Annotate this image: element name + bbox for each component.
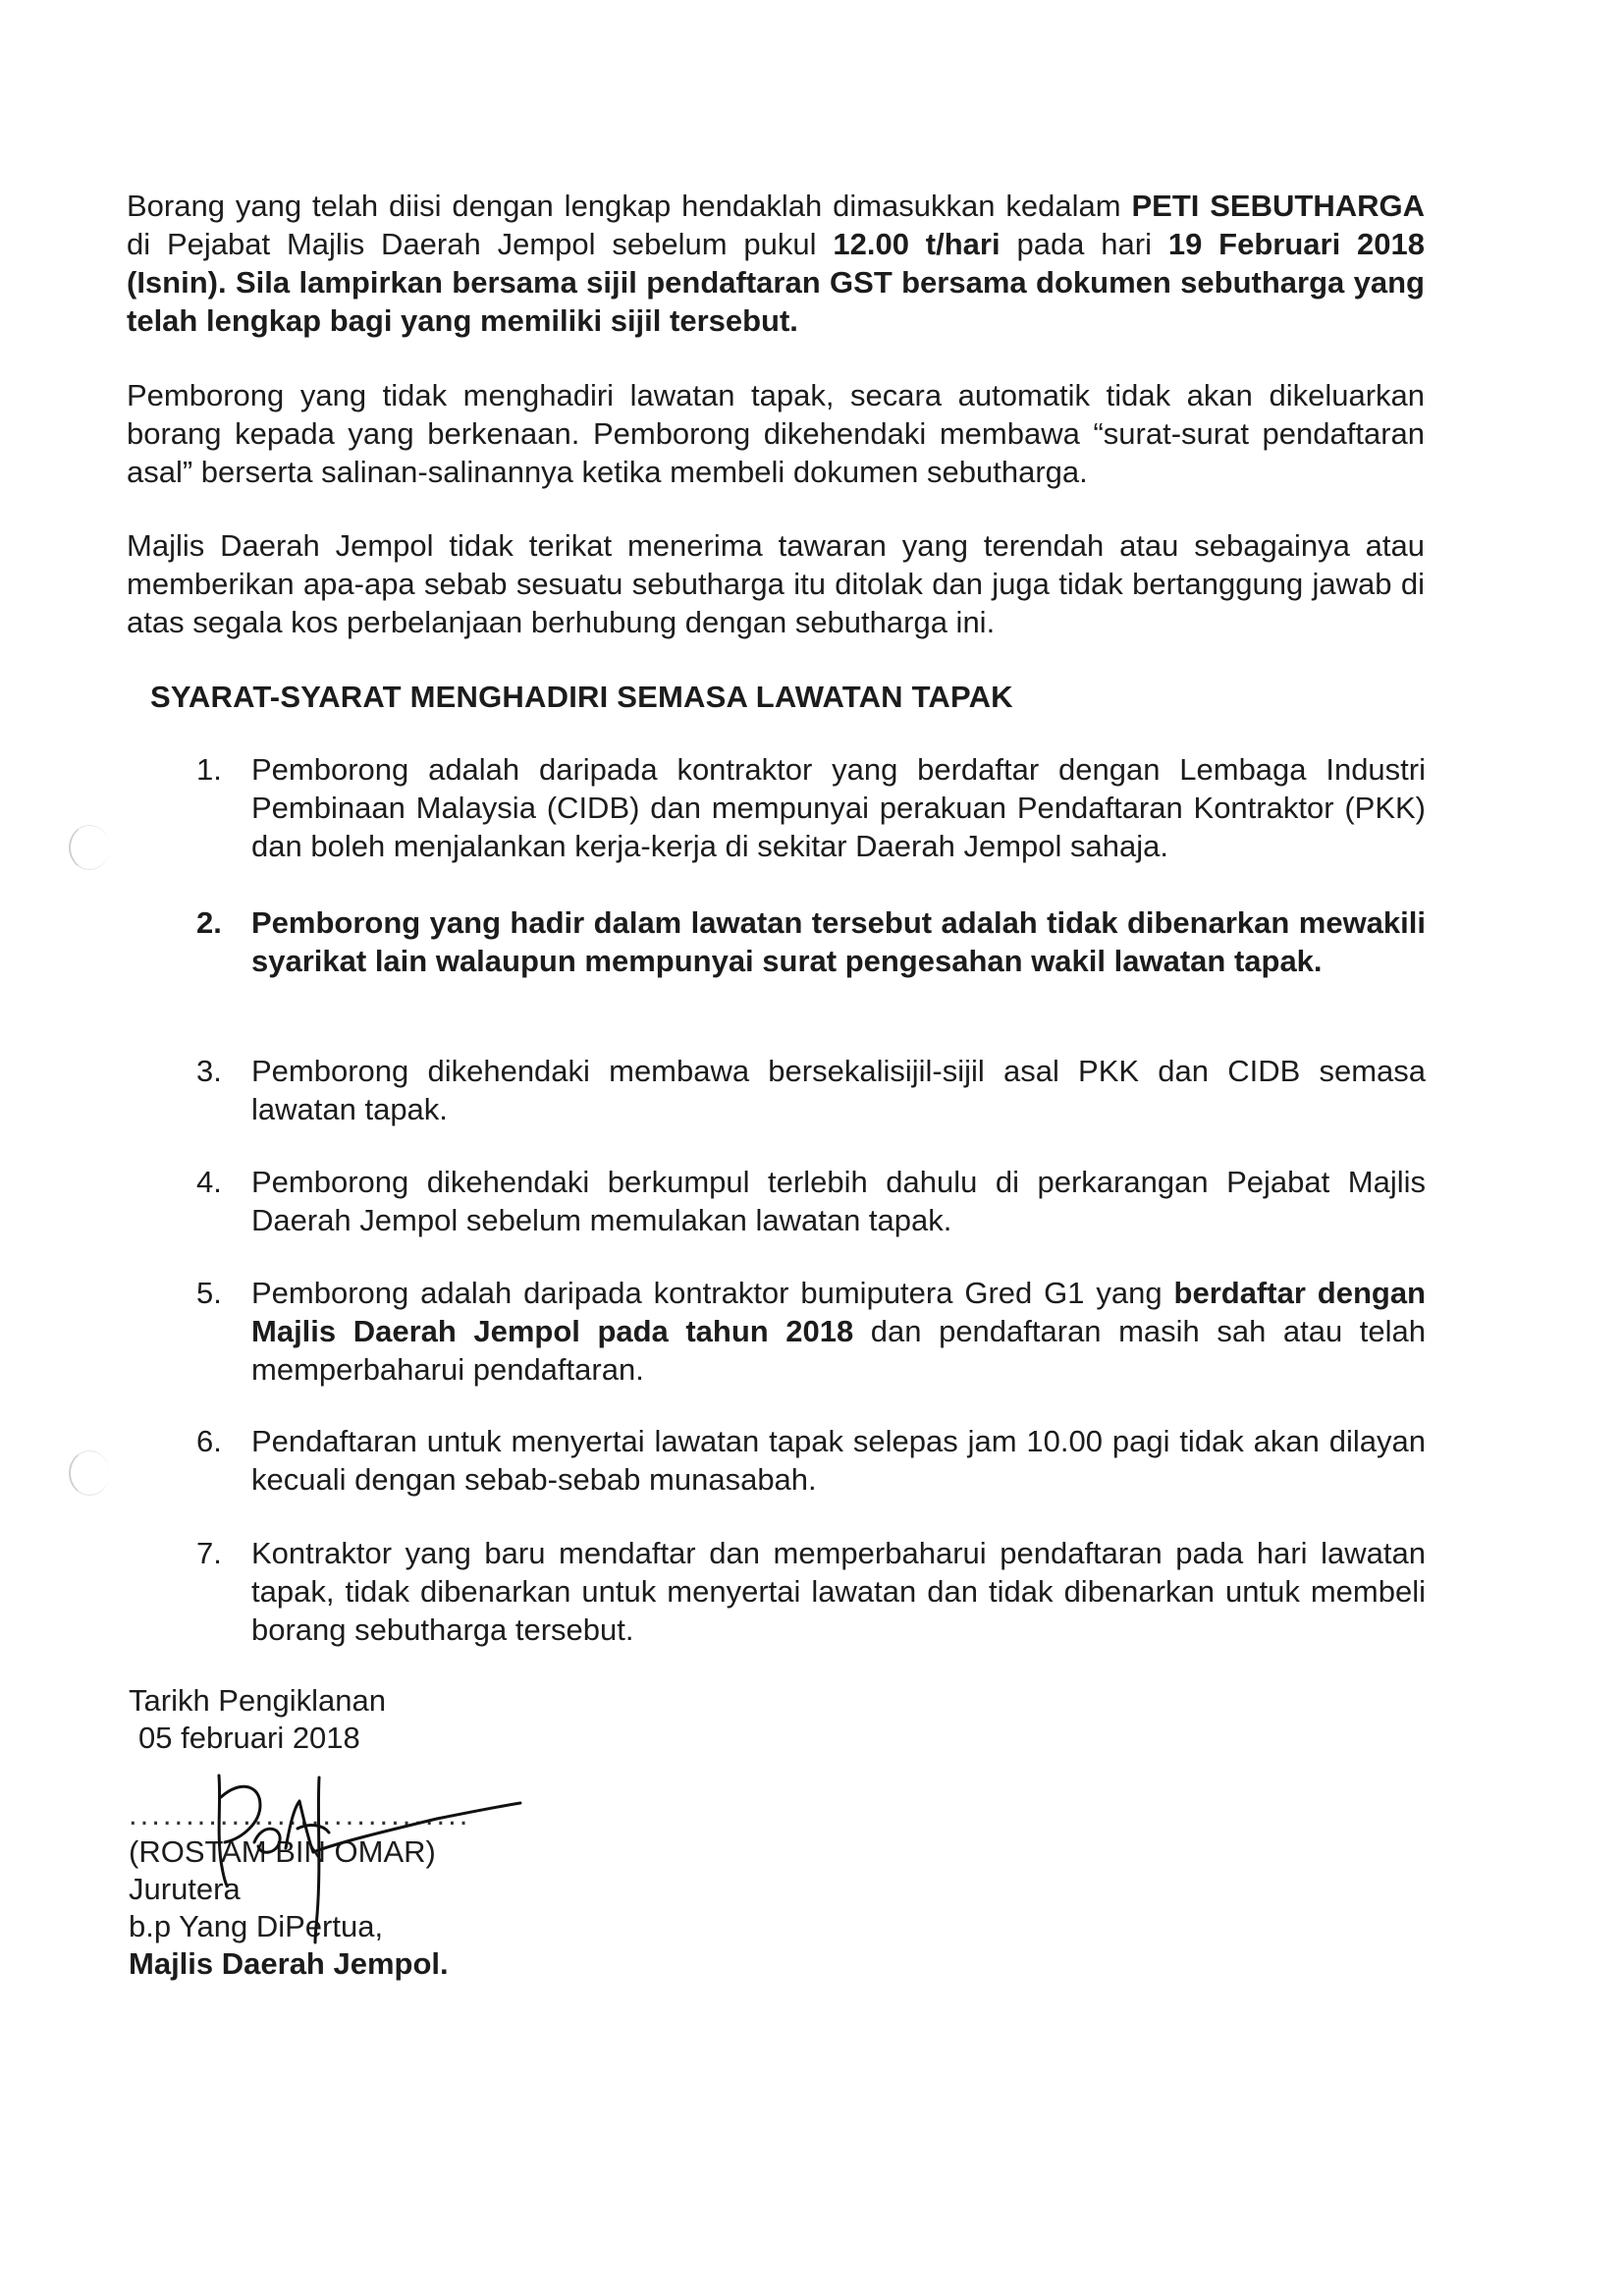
para1-time: 12.00 t/hari	[833, 227, 1001, 261]
para1-date-gst-note: 19 Februari 2018 (Isnin). Sila lampirkan bersama sijil pendaftaran GST bersama dokumen sebutharga yang telah lengkap bagi yang memiliki sijil tersebut.	[127, 227, 1426, 338]
handwritten-signature	[191, 1758, 525, 1944]
condition-number: 5.	[196, 1276, 222, 1310]
para1-text-c: di Pejabat Majlis Daerah Jempol sebelum pukul	[127, 227, 834, 261]
condition-text: Pemborong dikehendaki membawa bersekalisijil-sijil asal PKK dan CIDB semasa lawatan tapak.	[251, 1054, 1426, 1126]
para1-text-e: pada hari	[1000, 227, 1168, 261]
condition-number: 6.	[196, 1424, 222, 1458]
condition-text: Kontraktor yang baru mendaftar dan memperbaharui pendaftaran pada hari lawatan tapak, tidak dibenarkan untuk menyertai lawatan dan tidak dibenarkan untuk membeli borang sebutharga tersebut.	[251, 1536, 1426, 1647]
condition-text: Pendaftaran untuk menyertai lawatan tapak selepas jam 10.00 pagi tidak akan dilayan kecuali dengan sebab-sebab munasabah.	[251, 1424, 1426, 1497]
condition-number: 7.	[196, 1536, 222, 1570]
punch-hole-mark	[69, 825, 110, 870]
on-behalf-of: b.p Yang DiPertua,	[129, 1909, 384, 1943]
signatory-title: Jurutera	[129, 1872, 241, 1906]
condition-text	[251, 1274, 1426, 1389]
condition-number: 2.	[196, 905, 222, 940]
signatory-name: (ROSTAM BIN OMAR)	[129, 1834, 436, 1869]
signature-line: ..............................	[129, 1797, 471, 1831]
para1-text-a: Borang yang telah diisi dengan lengkap hendaklah dimasukkan kedalam	[127, 189, 1132, 223]
disclaimer-paragraph: Majlis Daerah Jempol tidak terikat menerima tawaran yang terendah atau sebagainya atau memberikan apa-apa sebab sesuatu sebutharga itu ditolak dan juga tidak bertanggung jawab di atas segala kos perbelanjaan berhubung dengan sebutharga ini.	[127, 528, 1425, 639]
punch-hole-mark	[69, 1450, 110, 1496]
condition-text: Pemborong dikehendaki berkumpul terlebih dahulu di perkarangan Pejabat Majlis Daerah Jempol sebelum memulakan lawatan tapak.	[251, 1165, 1426, 1237]
condition-text: Pemborong yang hadir dalam lawatan tersebut adalah tidak dibenarkan mewakili syarikat lain walaupun mempunyai surat pengesahan wakil lawatan tapak.	[251, 905, 1426, 978]
condition-5-text-c: dan pendaftaran masih sah atau telah memperbaharui pendaftaran.	[251, 1314, 1426, 1387]
condition-number: 3.	[196, 1054, 222, 1088]
condition-5-registration-bold: berdaftar dengan Majlis Daerah Jempol pada tahun 2018	[251, 1276, 1426, 1348]
advert-date-label: Tarikh Pengiklanan	[129, 1683, 386, 1718]
condition-5-text-a: Pemborong adalah daripada kontraktor bumiputera Gred G1 yang	[251, 1276, 1174, 1310]
advert-date-value: 05 februari 2018	[138, 1721, 360, 1755]
organization-name: Majlis Daerah Jempol.	[129, 1946, 449, 1981]
para1-peti-sebutharga: PETI SEBUTHARGA	[1131, 189, 1425, 223]
conditions-heading: SYARAT-SYARAT MENGHADIRI SEMASA LAWATAN TAPAK	[150, 680, 1013, 714]
site-visit-paragraph: Pemborong yang tidak menghadiri lawatan tapak, secara automatik tidak akan dikeluarkan borang kepada yang berkenaan. Pemborong dikehendaki membawa “surat-surat pendaftaran asal” berserta salinan-salinannya ketika membeli dokumen sebutharga.	[127, 378, 1425, 489]
condition-text: Pemborong adalah daripada kontraktor yang berdaftar dengan Lembaga Industri Pembinaan Malaysia (CIDB) dan mempunyai perakuan Pendaftaran Kontraktor (PKK) dan boleh menjalankan kerja-kerja di sekitar Daerah Jempol sahaja.	[251, 752, 1426, 863]
condition-number: 1.	[196, 752, 222, 787]
submission-paragraph	[127, 187, 1425, 340]
condition-number: 4.	[196, 1165, 222, 1199]
